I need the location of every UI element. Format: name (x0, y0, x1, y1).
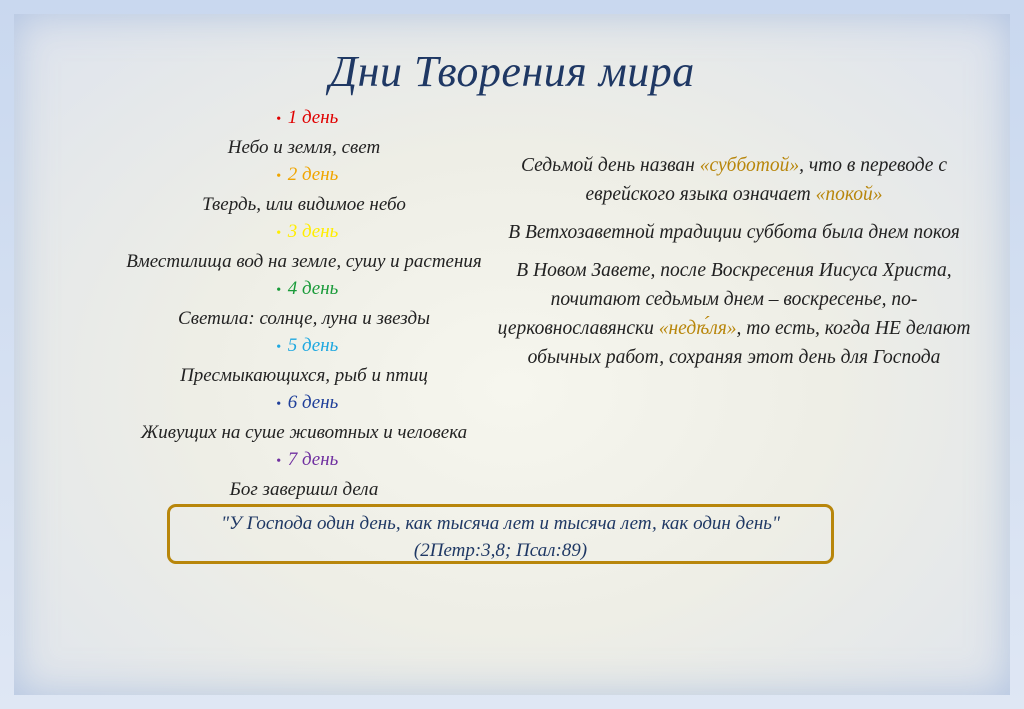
day-label (74, 389, 534, 419)
text-fragment: , что в переводе с еврейского языка означает (585, 155, 947, 205)
slide (14, 14, 1010, 695)
day-number: 1 день (287, 107, 339, 128)
day-item (74, 104, 534, 161)
bullet-icon: • (276, 454, 282, 469)
day-label (74, 275, 534, 305)
day-label (74, 332, 534, 362)
day-description: Твердь, или видимое небо (202, 193, 406, 215)
bullet-icon: • (276, 340, 282, 355)
day-description: Вместилища вод на земле, сушу и растения (126, 250, 482, 272)
day-item (74, 446, 534, 503)
day-label (74, 104, 534, 134)
day-label (74, 161, 534, 191)
day-item (74, 161, 534, 218)
accent-term: «субботой» (699, 155, 800, 176)
day-item (74, 275, 534, 332)
day-number: 4 день (287, 278, 339, 299)
bullet-icon: • (276, 169, 282, 184)
old-testament-paragraph: В Ветхозаветной традиции суббота была днем покоя (508, 222, 960, 243)
bullet-icon: • (276, 283, 282, 298)
slide-title: Дни Творения мира (329, 47, 695, 96)
day-description: Бог завершил дела (229, 478, 379, 500)
day-item (74, 389, 534, 446)
day-description: Небо и земля, свет (227, 136, 381, 158)
day-description: Пресмыкающихся, рыб и птиц (180, 364, 428, 386)
text-fragment: Седьмой день назван (521, 155, 700, 176)
day-number: 2 день (287, 164, 339, 185)
bullet-icon: • (276, 226, 282, 241)
day-number: 6 день (287, 392, 339, 413)
day-label (74, 218, 534, 248)
accent-term: «недѣ́ля» (658, 318, 737, 339)
quote-text: "У Господа один день, как тысяча лет и тысяча лет, как один день" (221, 513, 780, 534)
day-number: 7 день (287, 449, 339, 470)
day-description: Светила: солнце, луна и звезды (178, 307, 430, 329)
creation-days-list (74, 104, 534, 503)
bullet-icon: • (276, 397, 282, 412)
day-number: 5 день (287, 335, 339, 356)
day-item (74, 332, 534, 389)
accent-term: «покой» (815, 184, 883, 205)
day-description: Живущих на суше животных и человека (140, 421, 468, 443)
sabbath-paragraph (484, 151, 984, 209)
bullet-icon: • (276, 112, 282, 127)
day-number: 3 день (287, 221, 339, 242)
day-label (74, 446, 534, 476)
new-testament-paragraph (484, 256, 984, 372)
day-item (74, 218, 534, 275)
scripture-quote-box (167, 504, 834, 564)
quote-source: (2Петр:3,8; Псал:89) (413, 540, 588, 561)
text-fragment: , то есть, когда НЕ делают обычных работ, сохраняя этот день для Господа (527, 318, 971, 368)
text-fragment: В Новом Завете, после Воскресения Иисуса Христа, почитают седьмым днем – воскресенье, по-церковнославянски (497, 260, 952, 339)
sabbath-explanation (484, 151, 984, 381)
